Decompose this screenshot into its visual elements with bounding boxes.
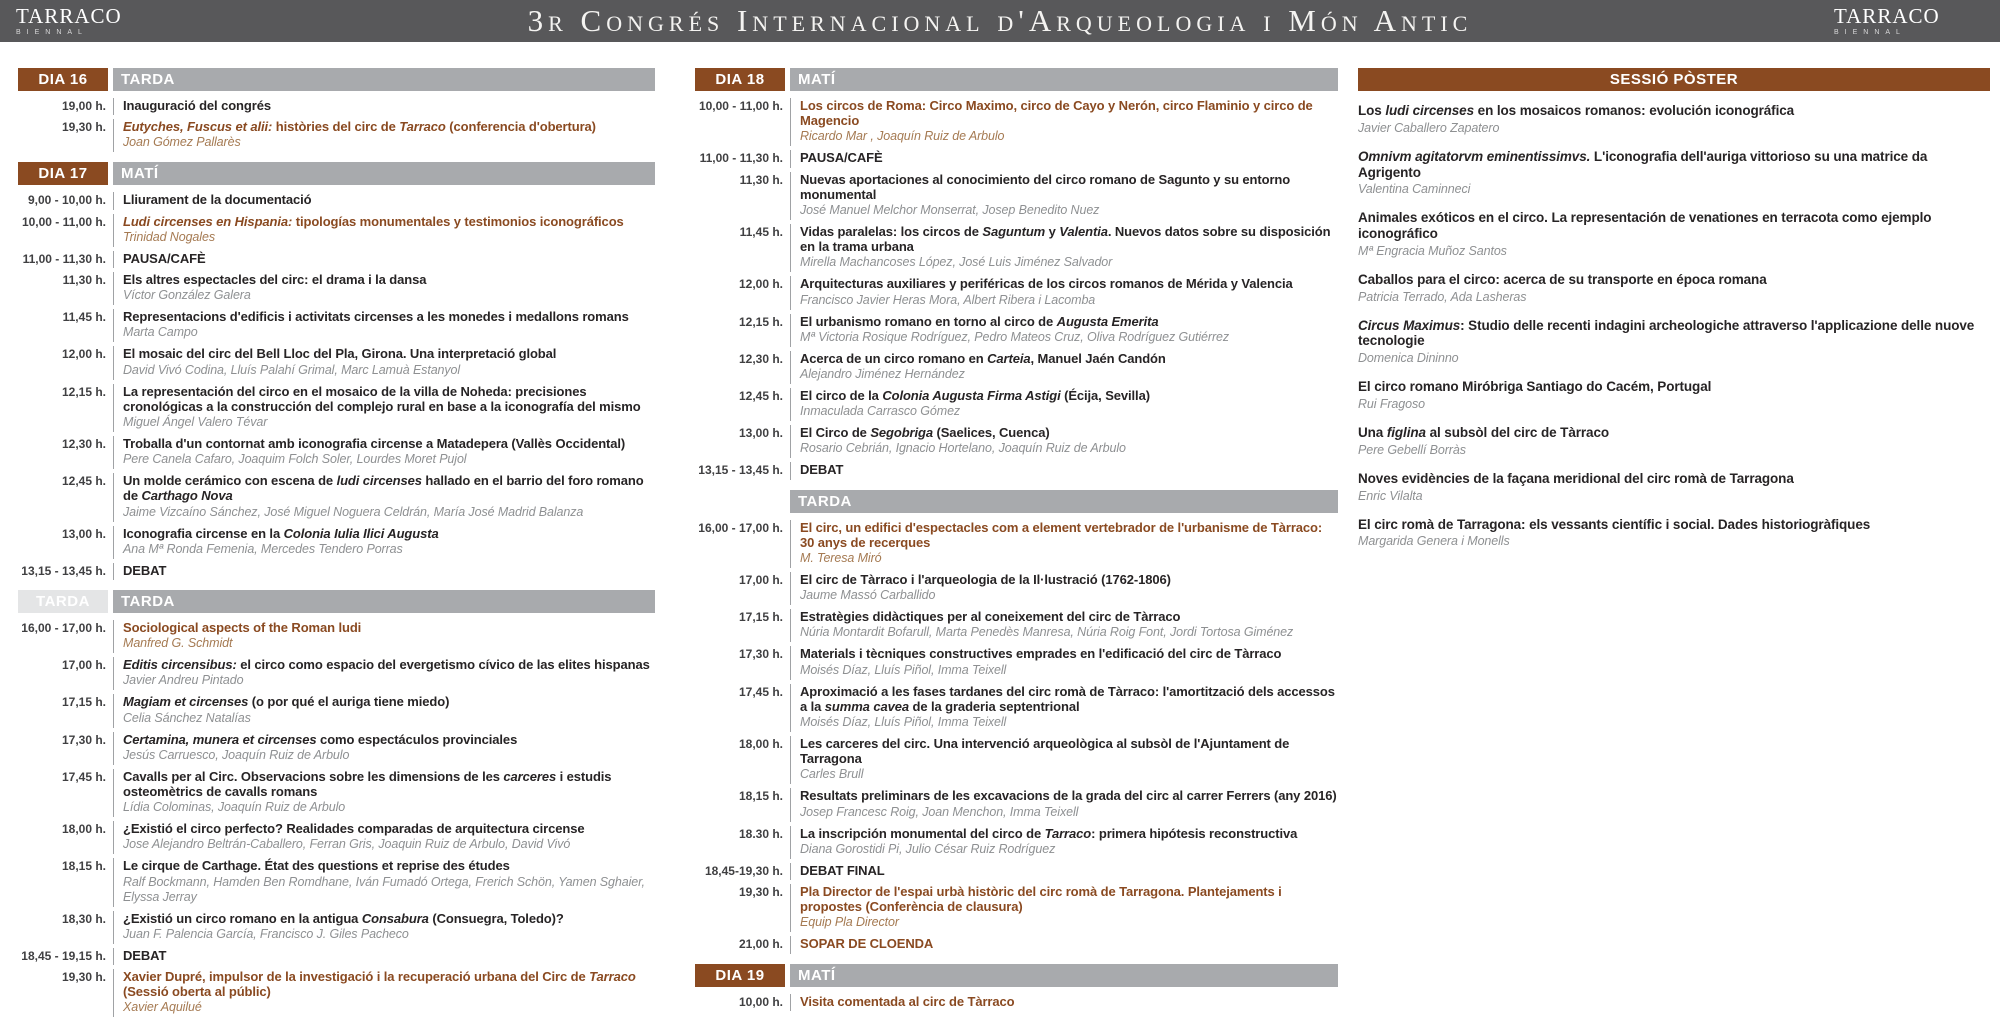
poster-session-title: SESSIÓ PÒSTER <box>1358 68 1990 91</box>
item-time: 12,45 h. <box>738 389 783 404</box>
schedule-item <box>18 563 655 580</box>
item-time: 18,15 h. <box>61 859 106 874</box>
schedule-item <box>695 462 1338 479</box>
item-time: 12,15 h. <box>738 314 783 329</box>
poster-item-title: Noves evidències de la façana meridional del circ romà de Tarragona <box>1358 470 1794 486</box>
item-time: 13,00 h. <box>738 426 783 441</box>
program-column-left <box>18 68 655 1027</box>
item-time: 17,15 h. <box>738 610 783 625</box>
poster-item-authors: Margarida Genera i Monells <box>1358 534 1510 549</box>
item-authors: Jose Alejandro Beltrán-Caballero, Ferran Gris, Joaquin Ruiz de Arbulo, David Vivó <box>123 837 571 852</box>
item-authors: Alejandro Jiménez Hernández <box>800 367 965 382</box>
item-authors: David Vivó Codina, Lluís Palahí Grimal, Marc Lamuà Estanyol <box>123 362 461 377</box>
item-content <box>790 994 1338 1011</box>
item-title: Ludi circenses en Hispania: tipologías monumentales y testimonios iconográficos <box>123 213 624 229</box>
item-authors: Jesús Carruesco, Joaquín Ruiz de Arbulo <box>123 747 350 762</box>
item-content <box>113 436 655 469</box>
item-content <box>113 192 655 209</box>
item-title: Los circos de Roma: Circo Maximo, circo de Cayo y Nerón, circo Flaminio y circo de Magencio <box>800 98 1313 129</box>
item-time: 11,30 h. <box>739 172 783 187</box>
item-content <box>113 620 655 653</box>
poster-item <box>1358 103 1990 136</box>
item-title: DEBAT <box>123 947 167 963</box>
item-authors: Mirella Machancoses López, José Luis Jiménez Salvador <box>800 255 1113 270</box>
item-content <box>113 98 655 115</box>
section-header-bar <box>695 68 1338 91</box>
item-content <box>790 884 1338 932</box>
section-header-bar <box>695 964 1338 987</box>
item-authors: Jaime Vizcaíno Sánchez, José Miguel Noguera Celdrán, María José Madrid Balanza <box>123 504 584 519</box>
schedule-item <box>695 150 1338 167</box>
item-authors: José Manuel Melchor Monserrat, Josep Benedito Nuez <box>800 203 1100 218</box>
item-time: 12,30 h. <box>738 351 783 366</box>
poster-item-authors: Pere Gebellí Borràs <box>1358 442 1466 457</box>
item-title: Visita comentada al circ de Tàrraco <box>800 993 1015 1009</box>
schedule-item <box>18 769 655 817</box>
schedule-item <box>18 346 655 379</box>
item-time: 11,00 - 11,30 h. <box>22 251 106 266</box>
item-content <box>113 251 655 268</box>
item-authors: Jaume Massó Carballido <box>800 588 936 603</box>
poster-item <box>1358 471 1990 504</box>
item-content <box>113 821 655 854</box>
item-content <box>113 694 655 727</box>
schedule-item <box>695 98 1338 146</box>
poster-item-authors: Valentina Caminneci <box>1358 182 1471 197</box>
schedule-item <box>18 858 655 906</box>
item-content <box>790 646 1338 679</box>
poster-item <box>1358 318 1990 367</box>
poster-item-title: Una figlina al subsòl del circ de Tàrraco <box>1358 425 1609 441</box>
schedule-item <box>695 994 1338 1011</box>
poster-item-title: Animales exóticos en el circo. La representación de venationes en terracota como ejemplo iconográfico <box>1358 210 1932 242</box>
item-content <box>113 214 655 247</box>
day-section <box>695 68 1338 480</box>
item-title: Troballa d'un contornat amb iconografia circense a Matadepera (Vallès Occidental) <box>123 436 626 452</box>
schedule-item <box>695 826 1338 859</box>
item-time: 10,00 - 11,00 h. <box>698 99 783 113</box>
session-label: MATÍ <box>790 964 1338 987</box>
session-label: MATÍ <box>790 68 1338 91</box>
schedule-item <box>18 911 655 944</box>
program-column-middle <box>695 68 1338 1021</box>
schedule-item <box>18 251 655 268</box>
poster-item-authors: Javier Caballero Zapatero <box>1358 120 1500 135</box>
item-time: 12,00 h. <box>61 347 106 362</box>
item-authors: Equip Pla Director <box>800 915 899 930</box>
item-time: 11,30 h. <box>62 273 106 288</box>
item-time: 11,45 h. <box>739 225 783 240</box>
logo-tarraco-right <box>1818 6 2000 36</box>
poster-item <box>1358 425 1990 458</box>
item-authors: Moisés Díaz, Lluís Piñol, Imma Teixell <box>800 662 1007 677</box>
section-header-bar <box>18 68 655 91</box>
item-time: 9,00 - 10,00 h. <box>27 193 106 208</box>
item-time: 13,15 - 13,45 h. <box>698 463 783 478</box>
item-content <box>113 384 655 432</box>
item-content <box>790 609 1338 642</box>
logo-biennal-text: BIENNAL <box>1834 29 1906 36</box>
item-title: Sociological aspects of the Roman ludi <box>123 620 362 636</box>
item-title: PAUSA/CAFÈ <box>800 150 883 166</box>
day-section <box>18 68 655 152</box>
schedule-item <box>18 948 655 965</box>
item-title: Estratègies didàctiques per al coneixement del circ de Tàrraco <box>800 609 1181 625</box>
item-content <box>790 150 1338 167</box>
poster-item-authors: Rui Fragoso <box>1358 397 1425 412</box>
schedule-item <box>695 863 1338 880</box>
item-title: La inscripción monumental del circo de Tarraco: primera hipótesis reconstructiva <box>800 825 1298 841</box>
item-title: El mosaic del circ del Bell Lloc del Pla, Girona. Una interpretació global <box>123 346 557 362</box>
item-time: 17,45 h. <box>738 684 783 699</box>
item-time: 18,45-19,30 h. <box>704 863 783 878</box>
day-label: DIA 18 <box>695 68 785 91</box>
section-rows <box>18 93 655 152</box>
schedule-item <box>695 609 1338 642</box>
section-header-bar <box>18 590 655 613</box>
item-authors: Joan Gómez Pallarès <box>123 135 241 150</box>
item-title: Arquitecturas auxiliares y periféricas de los circos romanos de Mérida y Valencia <box>800 276 1293 292</box>
item-title: Vidas paralelas: los circos de Saguntum y Valentia. Nuevos datos sobre su disposición en la trama urbana <box>800 224 1331 255</box>
item-content <box>790 826 1338 859</box>
item-title: El circ, un edifici d'espectacles com a element vertebrador de l'urbanisme de Tàrraco: 30 anys de recerques <box>800 519 1323 550</box>
item-content <box>790 684 1338 732</box>
item-time: 19,30 h. <box>61 970 106 985</box>
section-header-bar <box>695 490 1338 513</box>
schedule-item <box>18 436 655 469</box>
item-time: 17,00 h. <box>738 573 783 588</box>
item-content <box>113 911 655 944</box>
logo-tarraco-left <box>0 6 182 36</box>
schedule-item <box>18 98 655 115</box>
item-authors: Marta Campo <box>123 325 198 340</box>
item-title: Acerca de un circo romano en Carteia, Manuel Jaén Candón <box>800 350 1166 366</box>
item-content <box>113 526 655 559</box>
schedule-item <box>695 520 1338 568</box>
schedule-item <box>18 657 655 690</box>
item-time: 11,45 h. <box>62 310 106 325</box>
schedule-item <box>18 119 655 152</box>
item-content <box>113 657 655 690</box>
poster-item <box>1358 272 1990 305</box>
session-label: TARDA <box>113 590 655 613</box>
item-authors: Celia Sánchez Natalías <box>123 710 251 725</box>
item-authors: Juan F. Palencia García, Francisco J. Giles Pacheco <box>123 926 409 941</box>
section-rows <box>18 187 655 580</box>
item-time: 17,15 h. <box>61 695 106 710</box>
item-content <box>113 769 655 817</box>
item-authors: Francisco Javier Heras Mora, Albert Ribera i Lacomba <box>800 292 1096 307</box>
item-title: Le cirque de Carthage. État des questions et reprise des études <box>123 858 510 874</box>
schedule-item <box>18 969 655 1017</box>
item-title: Editis circensibus: el circo como espacio del evergetismo cívico de las elites hispanas <box>123 657 650 673</box>
day-section <box>18 162 655 580</box>
logo-biennal-text: BIENNAL <box>16 29 88 36</box>
item-authors: Josep Francesc Roig, Joan Menchon, Imma Teixell <box>800 804 1079 819</box>
item-title: DEBAT <box>123 562 167 578</box>
page-title: 3r Congrés Internacional d'Arqueologia i Món Antic <box>527 3 1473 38</box>
item-time: 18,00 h. <box>738 737 783 752</box>
item-time: 13,15 - 13,45 h. <box>21 563 106 578</box>
header-bar <box>0 0 2000 42</box>
schedule-item <box>695 884 1338 932</box>
item-time: 19,30 h. <box>738 885 783 900</box>
item-time: 19,00 h. <box>61 99 106 113</box>
item-title: Resultats preliminars de les excavacions de la grada del circ al carrer Ferrers (any 2016) <box>800 788 1337 804</box>
item-title: PAUSA/CAFÈ <box>123 250 206 266</box>
item-content <box>113 309 655 342</box>
item-content <box>790 936 1338 953</box>
poster-item-authors: Mª Engracia Muñoz Santos <box>1358 243 1507 258</box>
schedule-item <box>18 272 655 305</box>
item-authors: M. Teresa Miró <box>800 551 882 566</box>
item-time: 18,15 h. <box>738 789 783 804</box>
item-title: Representacions d'edificis i activitats circenses a les monedes i medallons romans <box>123 309 629 325</box>
schedule-item <box>18 732 655 765</box>
item-content <box>113 473 655 521</box>
item-content <box>113 948 655 965</box>
item-title: El circo de la Colonia Augusta Firma Astigi (Écija, Sevilla) <box>800 388 1150 404</box>
item-content <box>113 969 655 1017</box>
poster-item-authors: Domenica Dininno <box>1358 351 1459 366</box>
item-content <box>790 388 1338 421</box>
item-title: Lliurament de la documentació <box>123 192 312 208</box>
item-authors: Pere Canela Cafaro, Joaquim Folch Soler, Lourdes Moret Pujol <box>123 452 467 467</box>
item-title: Certamina, munera et circenses como espectáculos provinciales <box>123 731 518 747</box>
schedule-item <box>695 572 1338 605</box>
schedule-item <box>18 620 655 653</box>
schedule-item <box>695 684 1338 732</box>
item-time: 12,00 h. <box>738 277 783 292</box>
item-content <box>790 98 1338 146</box>
item-time: 16,00 - 17,00 h. <box>698 520 783 535</box>
day-label: DIA 17 <box>18 162 108 185</box>
item-authors: Moisés Díaz, Lluís Piñol, Imma Teixell <box>800 715 1007 730</box>
schedule-item <box>18 309 655 342</box>
item-time: 12,15 h. <box>61 384 106 399</box>
poster-item-title: Circus Maximus: Studio delle recenti indagini archeologiche attraverso l'applicazione delle nuove tecnologie <box>1358 317 1975 349</box>
item-title: Pla Director de l'espai urbà històric del circ romà de Tarragona. Plantejaments i propostes (Conferència de clausura) <box>800 884 1282 915</box>
item-content <box>113 858 655 906</box>
logo-tarraco-text: TARRACO <box>1834 4 1940 28</box>
schedule-item <box>18 192 655 209</box>
item-authors: Rosario Cebrián, Ignacio Hortelano, Joaquín Ruiz de Arbulo <box>800 441 1126 456</box>
poster-item-title: El circ romà de Tarragona: els vessants científic i social. Dades historiogràfiques <box>1358 516 1871 532</box>
item-title: Un molde cerámico con escena de ludi circenses hallado en el barrio del foro romano de Carthago Nova <box>123 473 644 504</box>
day-label: DIA 16 <box>18 68 108 91</box>
item-content <box>790 276 1338 309</box>
item-authors: Trinidad Nogales <box>123 229 215 244</box>
poster-item <box>1358 379 1990 412</box>
item-time: 10,00 h. <box>738 994 783 1009</box>
session-label: TARDA <box>113 68 655 91</box>
item-authors: Ricardo Mar , Joaquín Ruiz de Arbulo <box>800 129 1005 144</box>
item-title: Aproximació a les fases tardanes del circ romà de Tàrraco: l'amortització dels accessos a la summa cavea de la graderia septentrional <box>800 683 1335 714</box>
poster-item-authors: Patricia Terrado, Ada Lasheras <box>1358 289 1527 304</box>
item-time: 18,00 h. <box>61 822 106 837</box>
item-time: 17,45 h. <box>61 769 106 784</box>
item-content <box>790 863 1338 880</box>
item-authors: Miguel Ángel Valero Tévar <box>123 415 268 430</box>
item-time: 13,00 h. <box>61 526 106 541</box>
schedule-item <box>18 473 655 521</box>
poster-item <box>1358 149 1990 198</box>
item-time: 10,00 - 11,00 h. <box>21 214 106 229</box>
item-time: 17,30 h. <box>738 647 783 662</box>
section-rows <box>695 989 1338 1011</box>
item-time: 12,30 h. <box>61 437 106 452</box>
item-title: Les carceres del circ. Una intervenció arqueològica al subsòl de l'Ajuntament de Tarragona <box>800 736 1290 767</box>
schedule-item <box>18 526 655 559</box>
item-time: 21,00 h. <box>738 937 783 952</box>
item-title: Xavier Dupré, impulsor de la investigació i la recuperació urbana del Circ de Tarraco (Sessió oberta al públic) <box>123 969 636 1000</box>
schedule-item <box>695 736 1338 784</box>
poster-item <box>1358 210 1990 259</box>
section-rows <box>18 615 655 1017</box>
item-authors: Víctor González Galera <box>123 288 251 303</box>
schedule-item <box>695 936 1338 953</box>
day-section <box>695 964 1338 1011</box>
item-title: Materials i tècniques constructives emprades en l'edificació del circ de Tàrraco <box>800 646 1282 662</box>
item-title: ¿Existió el circo perfecto? Realidades comparadas de arquitectura circense <box>123 821 585 837</box>
item-title: El circ de Tàrraco i l'arqueologia de la Il·lustració (1762-1806) <box>800 572 1171 588</box>
poster-item-title: Caballos para el circo: acerca de su transporte en época romana <box>1358 271 1767 287</box>
item-content <box>113 732 655 765</box>
poster-item-authors: Enric Vilalta <box>1358 488 1423 503</box>
item-title: Cavalls per al Circ. Observacions sobre les dimensions de les carceres i estudis osteomètrics de cavalls romans <box>123 768 612 800</box>
schedule-item <box>18 821 655 854</box>
schedule-item <box>695 172 1338 220</box>
item-title: SOPAR DE CLOENDA <box>800 936 934 952</box>
item-time: 18,30 h. <box>61 911 106 926</box>
schedule-item <box>695 276 1338 309</box>
item-title: El Circo de Segobriga (Saelices, Cuenca) <box>800 425 1050 441</box>
item-content <box>790 351 1338 384</box>
poster-items <box>1358 103 1990 549</box>
item-title: DEBAT FINAL <box>800 862 885 878</box>
schedule-item <box>18 694 655 727</box>
poster-column <box>1358 68 1990 562</box>
item-title: Eutyches, Fuscus et alii: històries del circ de Tarraco (conferencia d'obertura) <box>123 119 596 135</box>
item-title: Nuevas aportaciones al conocimiento del circo romano de Sagunto y su entorno monumental <box>800 171 1291 202</box>
item-content <box>790 788 1338 821</box>
poster-item-title: El circo romano Miróbriga Santiago do Cacém, Portugal <box>1358 379 1712 395</box>
item-time: 12,45 h. <box>61 474 106 489</box>
schedule-item <box>695 388 1338 421</box>
poster-item-title: Omnivm agitatorvm eminentissimvs. L'iconografia dell'auriga vittorioso su una matrice da Agrigento <box>1358 148 1928 180</box>
item-authors: Diana Gorostidi Pi, Julio César Ruiz Rodríguez <box>800 841 1056 856</box>
item-time: 18.30 h. <box>738 826 783 841</box>
schedule-item <box>695 788 1338 821</box>
session-label: TARDA <box>790 490 1338 513</box>
item-content <box>790 224 1338 272</box>
item-content <box>790 172 1338 220</box>
item-authors: Carles Brull <box>800 767 864 782</box>
item-content <box>790 520 1338 568</box>
item-time: 17,30 h. <box>61 732 106 747</box>
item-time: 11,00 - 11,30 h. <box>699 151 783 166</box>
schedule-item <box>695 351 1338 384</box>
item-title: Magiam et circenses (o por qué el auriga tiene miedo) <box>123 694 450 710</box>
item-content <box>790 462 1338 479</box>
section-rows <box>695 93 1338 480</box>
item-title: Inauguració del congrés <box>123 98 271 113</box>
day-label <box>695 490 785 513</box>
item-title: ¿Existió un circo romano en la antigua Consabura (Consuegra, Toledo)? <box>123 910 564 926</box>
item-authors: Xavier Aquilué <box>123 1000 202 1015</box>
item-title: Els altres espectacles del circ: el drama i la dansa <box>123 272 427 288</box>
schedule-item <box>695 425 1338 458</box>
item-title: DEBAT <box>800 462 844 478</box>
day-label: TARDA <box>18 590 108 613</box>
day-label: DIA 19 <box>695 964 785 987</box>
item-title: La representación del circo en el mosaico de la villa de Noheda: precisiones cronológicas a la construcción del complejo rural en base a la iconografía del mismo <box>123 383 641 414</box>
schedule-item <box>695 224 1338 272</box>
item-time: 16,00 - 17,00 h. <box>21 621 106 636</box>
item-authors: Ana Mª Ronda Femenia, Mercedes Tendero Porras <box>123 541 403 556</box>
schedule-item <box>695 646 1338 679</box>
schedule-item <box>695 314 1338 347</box>
item-content <box>790 572 1338 605</box>
item-content <box>790 425 1338 458</box>
item-authors: Ralf Bockmann, Hamden Ben Romdhane, Iván Fumadó Ortega, Frerich Schön, Yamen Sghaier, Elyssa Jerray <box>123 874 645 904</box>
item-time: 19,30 h. <box>61 120 106 135</box>
item-authors: Inmaculada Carrasco Gómez <box>800 404 961 419</box>
day-section <box>18 590 655 1017</box>
item-title: El urbanismo romano en torno al circo de Augusta Emerita <box>800 313 1159 329</box>
item-content <box>790 314 1338 347</box>
item-authors: Núria Montardit Bofarull, Marta Penedès Manresa, Núria Roig Font, Jordi Tortosa Giménez <box>800 625 1294 640</box>
item-authors: Mª Victoria Rosique Rodríguez, Pedro Mateos Cruz, Oliva Rodríguez Gutiérrez <box>800 329 1230 344</box>
schedule-item <box>18 384 655 432</box>
item-authors: Lídia Colominas, Joaquín Ruiz de Arbulo <box>123 800 346 815</box>
item-content <box>113 346 655 379</box>
item-title: Iconografia circense en la Colonia Iulia Ilici Augusta <box>123 525 439 541</box>
item-time: 18,45 - 19,15 h. <box>21 948 106 963</box>
item-content <box>790 736 1338 784</box>
day-section <box>695 490 1338 954</box>
item-time: 17,00 h. <box>61 658 106 673</box>
item-content <box>113 563 655 580</box>
item-authors: Manfred G. Schmidt <box>123 636 233 651</box>
section-header-bar <box>18 162 655 185</box>
section-rows <box>695 515 1338 954</box>
schedule-item <box>18 214 655 247</box>
poster-item-title: Los ludi circenses en los mosaicos romanos: evolución iconográfica <box>1358 103 1795 118</box>
poster-item <box>1358 517 1990 550</box>
item-content <box>113 119 655 152</box>
item-content <box>113 272 655 305</box>
item-authors: Javier Andreu Pintado <box>123 673 244 688</box>
session-label: MATÍ <box>113 162 655 185</box>
logo-tarraco-text: TARRACO <box>16 4 122 28</box>
